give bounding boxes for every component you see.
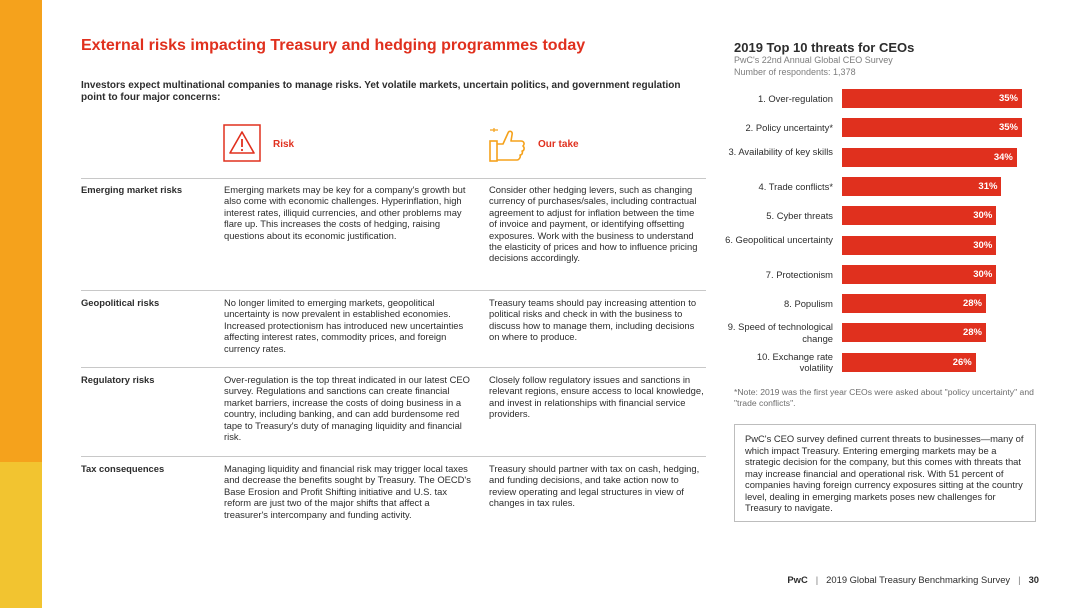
row-take: Consider other hedging levers, such as changing currency of purchases/sales, including contractual agreement to adjust for inflation between the time of invoice and payment, or identifying offsetting exposures. Work with the business to understand the elasticity of prices and how to influence pricing decisions accordingly.	[489, 184, 698, 264]
bar	[842, 353, 976, 372]
bar-value-label: 30%	[973, 210, 993, 222]
warning-triangle-icon	[223, 124, 261, 167]
bar-value-label: 26%	[952, 356, 972, 368]
intro-text: Investors expect multinational companies to manage risks. Yet volatile markets, uncertain politics, and government regulation point to four major concerns:	[81, 80, 681, 103]
bar-category-label: 6. Geopolitical uncertainty	[725, 233, 833, 245]
chart-subtitle: PwC's 22nd Annual Global CEO Survey	[734, 55, 893, 65]
bar	[842, 236, 996, 255]
bar	[842, 89, 1022, 108]
row-risk: Emerging markets may be key for a company's growth but also come with economic challenges. Hyperinflation, high interest rates, illiquid currencies, and other problems may flare up. This increases the costs of hedging, raising questions about its economic justification.	[224, 184, 466, 241]
chart-note: *Note: 2019 was the first year CEOs were asked about "policy uncertainty" and "trade conflicts".	[734, 387, 1034, 408]
bar-value-label: 35%	[998, 93, 1018, 104]
table-row-geopolitical	[81, 290, 706, 364]
chart-respondents: Number of respondents: 1,378	[734, 67, 856, 77]
callout-text: PwC's CEO survey defined current threats to businesses—many of which impact Treasury. Entering emerging markets may be a strategic decision for the company, but this comes with threats that may increase financial and operational risk. With 51 percent of companies having foreign currency exposures sitting at the country level, dealing in emerging markets poses new challenges for Treasury to navigate.	[745, 433, 1024, 513]
bar-category-label: 4. Trade conflicts*	[758, 180, 833, 192]
table-row-tax	[81, 456, 706, 537]
bar	[842, 118, 1022, 137]
row-risk: Over-regulation is the top threat indicated in our latest CEO survey. Regulations and sanctions can create financial market barriers, increase the costs of doing business in a country, including banking, and can add burdensome red tape to Treasury's duty of managing liquidity and financial risk.	[224, 374, 470, 443]
bar	[842, 265, 996, 284]
bar	[842, 294, 986, 313]
bar-value-label: 34%	[993, 151, 1013, 163]
callout-box	[734, 424, 1036, 522]
bar	[842, 206, 996, 225]
bar	[842, 177, 1001, 196]
bar	[842, 323, 986, 342]
row-risk: No longer limited to emerging markets, geopolitical uncertainty is now prevalent in established economies. Increased protectionism has introduced new uncertainties affecting interest rates, commodity prices, and foreign currency rates.	[224, 297, 464, 354]
chart-title: 2019 Top 10 threats for CEOs	[734, 40, 915, 55]
bar-category-label: 5. Cyber threats	[766, 210, 833, 222]
bar-category-label: 10. Exchange rate volatility	[756, 350, 833, 374]
bar-category-label: 7. Protectionism	[765, 268, 833, 280]
side-accent-orange	[0, 0, 42, 462]
row-take: Closely follow regulatory issues and sanctions in relevant regions, ensure access to local knowledge, and invest in relationships with financial service providers.	[489, 374, 704, 420]
bar-category-label: 1. Over-regulation	[757, 93, 833, 104]
bar-category-label: 3. Availability of key skills	[728, 145, 833, 157]
table-row-regulatory	[81, 367, 706, 454]
table-row-emerging	[81, 178, 706, 289]
row-take: Treasury should partner with tax on cash, hedging, and funding decisions, and take action now to review operating and legal structures in view of changes in tax rules.	[489, 463, 700, 509]
page-number: 30	[1028, 574, 1039, 585]
col-head-take: Our take	[538, 139, 579, 150]
row-name: Emerging market risks	[81, 184, 183, 195]
bar-value-label: 28%	[962, 327, 982, 339]
bar-category-label: 2. Policy uncertainty*	[745, 122, 833, 134]
bar-value-label: 30%	[973, 239, 993, 251]
bar-category-label: 8. Populism	[784, 298, 833, 310]
row-name: Tax consequences	[81, 463, 165, 474]
bar-value-label: 31%	[978, 180, 998, 192]
footer-report: 2019 Global Treasury Benchmarking Survey	[826, 574, 1011, 585]
bar-value-label: 28%	[962, 298, 982, 310]
footer-separator: |	[815, 574, 819, 585]
bar-value-label: 30%	[973, 268, 993, 280]
bar	[842, 148, 1017, 167]
page-footer	[787, 574, 1039, 585]
page-title: External risks impacting Treasury and hedging programmes today	[81, 37, 586, 54]
side-accent-yellow	[0, 462, 42, 608]
row-risk: Managing liquidity and financial risk may trigger local taxes and decrease the benefits sought by Treasury. The OECD's Base Erosion and Profit Shifting initiative and U.S. tax reform are just two of the major shifts that affect a treasurer's intercompany and funding activity.	[224, 463, 471, 520]
row-take: Treasury teams should pay increasing attention to political risks and check in with the business to discuss how to manage them, including decisions on where to produce.	[489, 297, 697, 343]
bar-category-label: 9. Speed of technological change	[727, 321, 833, 344]
row-name: Geopolitical risks	[81, 297, 160, 308]
row-name: Regulatory risks	[81, 374, 155, 385]
footer-brand: PwC	[787, 574, 808, 585]
footer-separator: |	[1018, 574, 1021, 585]
col-head-risk: Risk	[273, 139, 295, 150]
thumbs-up-icon	[488, 124, 528, 169]
bar-value-label: 35%	[998, 122, 1018, 134]
